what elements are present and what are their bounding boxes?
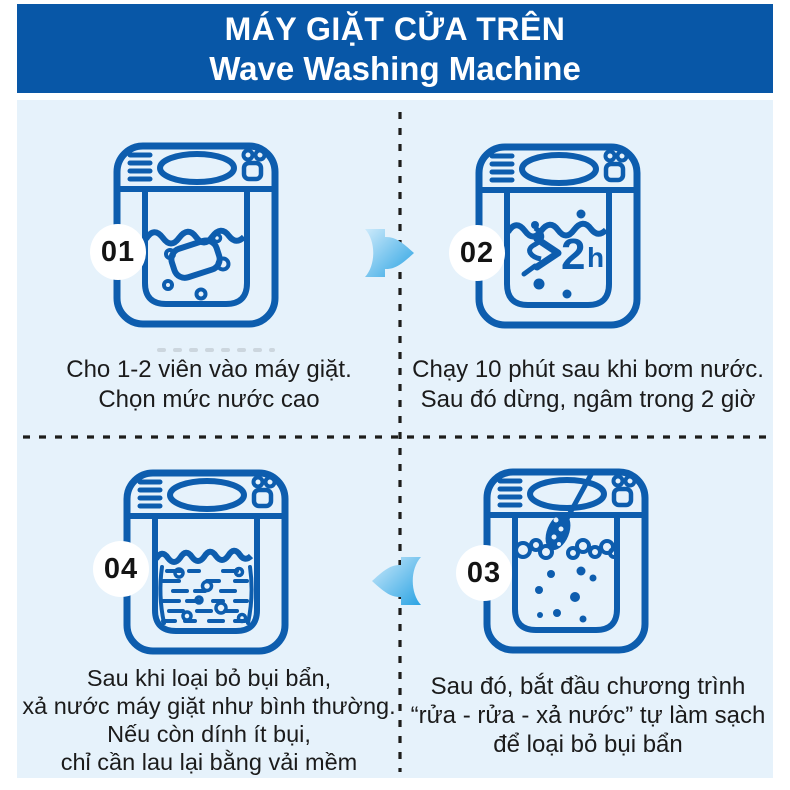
- caption-line: Chọn mức nước cao: [98, 386, 320, 413]
- lid-icon: [530, 480, 604, 508]
- control-knobs-icon: [492, 156, 512, 180]
- tub-icon: [145, 189, 247, 304]
- caption-line: Nếu còn dính ít bụi,: [107, 721, 311, 747]
- arrow-left-icon: [369, 554, 423, 608]
- caption-line: Cho 1-2 viên vào máy giặt.: [66, 356, 352, 383]
- caption-line: Chạy 10 phút sau khi bơm nước.: [412, 356, 764, 383]
- bubbles-icon: [175, 569, 246, 622]
- dial-buttons-icon: [606, 152, 627, 181]
- dirt-dots-icon: [535, 567, 597, 623]
- step-number-badge-02: 02: [449, 225, 505, 281]
- steps-panel: [17, 100, 773, 778]
- lid-icon: [160, 154, 234, 182]
- header-banner: [17, 4, 773, 93]
- control-knobs-icon: [140, 482, 160, 506]
- control-knobs-icon: [500, 481, 520, 505]
- step-number-badge-03: 03: [456, 545, 512, 601]
- page-title: MÁY GIẶT CỬA TRÊN: [224, 11, 566, 47]
- foam-icon: [516, 540, 618, 558]
- caption-line: Sau đó, bắt đầu chương trình: [430, 673, 746, 700]
- step-04-caption: [17, 664, 401, 776]
- control-knobs-icon: [130, 155, 150, 179]
- soak-hours-value: 2: [561, 230, 586, 279]
- step-01-caption: [23, 355, 395, 415]
- water-wave-icon: [156, 551, 251, 562]
- caption-line: Sau khi loại bỏ bụi bẩn,: [86, 665, 332, 691]
- lid-icon: [170, 481, 244, 509]
- water-wave-icon: [508, 224, 606, 237]
- soak-hours-unit: h: [587, 242, 605, 273]
- step-02-caption: [405, 355, 771, 415]
- page-subtitle: Wave Washing Machine: [209, 50, 581, 87]
- caption-line: Sau đó dừng, ngâm trong 2 giờ: [420, 386, 756, 413]
- lid-icon: [522, 155, 596, 183]
- dial-buttons-icon: [244, 151, 265, 180]
- dial-buttons-icon: [254, 478, 275, 507]
- arrow-right-icon: [363, 226, 417, 280]
- dial-buttons-icon: [614, 477, 635, 506]
- caption-line: để loại bỏ bụi bẩn: [493, 731, 683, 758]
- caption-line: xả nước máy giặt như bình thường.: [22, 693, 396, 719]
- caption-line: “rửa - rửa - xả nước” tự làm sạch: [410, 702, 766, 729]
- step-03-caption: [403, 672, 773, 759]
- caption-line: chỉ cần lau lại bằng vải mềm: [60, 749, 358, 775]
- step-number-badge-04: 04: [93, 541, 149, 597]
- step-number-badge-01: 01: [90, 224, 146, 280]
